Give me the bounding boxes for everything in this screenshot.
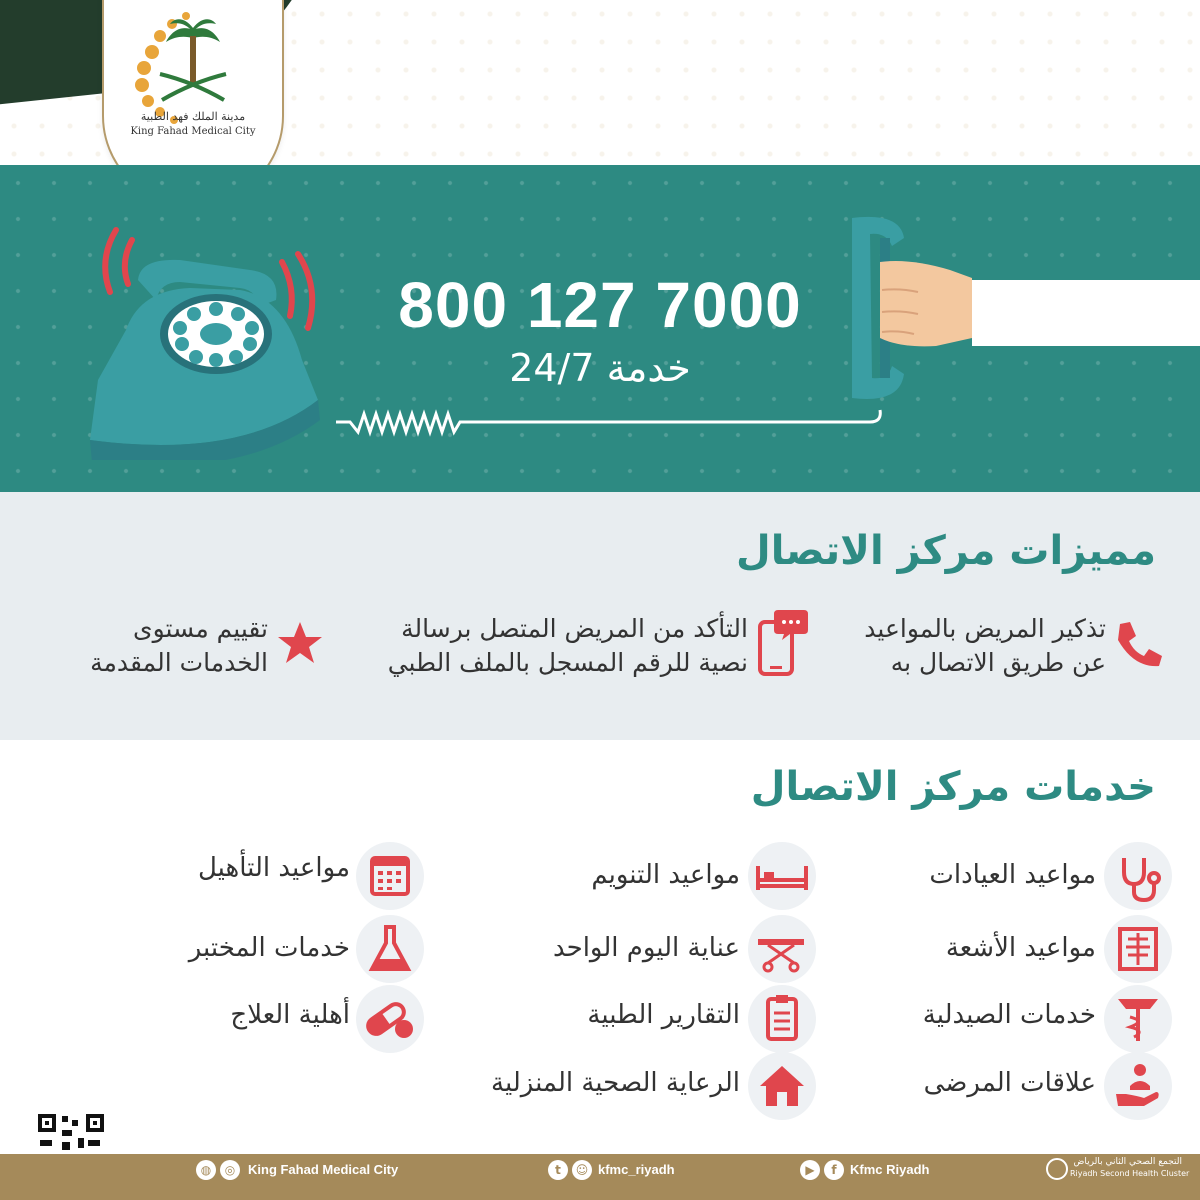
calendar-icon — [356, 842, 424, 910]
service-laboratory: خدمات المختبر — [188, 933, 350, 963]
instagram-icon[interactable]: ◎ — [220, 1160, 240, 1180]
home-icon-circle — [748, 1052, 816, 1120]
service-rehabilitation: مواعيد التأهيل — [197, 853, 350, 883]
service-patient-relations: علاقات المرضى — [923, 1068, 1096, 1098]
hand-holding-receiver-icon — [840, 208, 980, 408]
service-hours: خدمة 24/7 — [509, 346, 691, 390]
rotary-telephone-icon — [80, 210, 340, 460]
pharmacy-icon — [1104, 985, 1172, 1053]
service-medical-reports: التقارير الطبية — [587, 1000, 740, 1030]
pills-icon — [356, 985, 424, 1053]
cluster-name-en: Riyadh Second Health Cluster — [1070, 1169, 1190, 1178]
phone-icon — [1112, 618, 1164, 670]
service-clinics: مواعيد العيادات — [929, 860, 1096, 890]
footer-twitter-snap-handle[interactable]: kfmc_riyadh — [598, 1162, 675, 1177]
youtube-icon[interactable]: ▶ — [800, 1160, 820, 1180]
feature-reminder-line1: تذكير المريض بالمواعيد — [864, 614, 1106, 643]
feature-reminder — [760, 612, 1106, 680]
logo-name-en: King Fahad Medical City — [130, 126, 256, 137]
mobile-message-icon — [756, 608, 808, 678]
flask-icon-circle — [356, 915, 424, 983]
facebook-icon[interactable]: f — [824, 1160, 844, 1180]
clipboard-icon — [748, 985, 816, 1053]
feature-rating-line2: الخدمات المقدمة — [90, 648, 268, 677]
xray-icon-circle — [1104, 915, 1172, 983]
patient-care-icon-circle — [1104, 1052, 1172, 1120]
pharmacy-icon-circle — [1104, 985, 1172, 1053]
stethoscope-icon-circle — [1104, 842, 1172, 910]
clipboard-icon-circle — [748, 985, 816, 1053]
service-day-care: عناية اليوم الواحد — [552, 933, 740, 963]
footer-bar — [0, 1154, 1200, 1200]
home-icon — [748, 1052, 816, 1120]
cluster-name — [1070, 1156, 1200, 1180]
shirt-sleeve — [972, 280, 1200, 346]
pills-icon-circle — [356, 985, 424, 1053]
service-home-care: الرعاية الصحية المنزلية — [491, 1068, 740, 1098]
twitter-icon[interactable]: t — [548, 1160, 568, 1180]
stethoscope-icon — [1104, 842, 1172, 910]
footer-youtube-fb-handle[interactable]: Kfmc Riyadh — [850, 1162, 930, 1177]
features-title: مميزات مركز الاتصال — [736, 528, 1156, 574]
feature-verification — [320, 612, 748, 680]
patient-care-icon — [1104, 1052, 1172, 1120]
xray-icon — [1104, 915, 1172, 983]
cluster-name-ar: التجمع الصحي الثاني بالرياض — [1073, 1157, 1182, 1167]
feature-verification-line1: التأكد من المريض المتصل برسالة — [401, 614, 748, 643]
service-pharmacy: خدمات الصيدلية — [922, 1000, 1096, 1030]
bed-icon — [748, 842, 816, 910]
feature-reminder-line2: عن طريق الاتصال به — [890, 648, 1106, 677]
service-treatment-eligibility: أهلية العلاج — [230, 1000, 350, 1030]
star-icon — [276, 620, 324, 666]
stretcher-icon — [748, 915, 816, 983]
call-center-number[interactable]: 800 127 7000 — [398, 269, 802, 341]
globe-icon[interactable]: ◍ — [196, 1160, 216, 1180]
services-title: خدمات مركز الاتصال — [750, 764, 1156, 810]
snapchat-icon[interactable]: ☺ — [572, 1160, 592, 1180]
feature-verification-line2: نصية للرقم المسجل بالملف الطبي — [387, 648, 748, 677]
flask-icon — [356, 915, 424, 983]
service-radiology: مواعيد الأشعة — [945, 933, 1096, 963]
stretcher-icon-circle — [748, 915, 816, 983]
footer-website[interactable]: King Fahad Medical City — [248, 1162, 399, 1177]
calendar-icon-circle — [356, 842, 424, 910]
cluster-logo-icon — [1046, 1158, 1068, 1180]
feature-rating — [40, 612, 268, 680]
logo-name-ar: مدينة الملك فهد الطبية — [140, 110, 246, 123]
feature-rating-line1: تقييم مستوى — [133, 614, 268, 643]
phone-cord-icon — [330, 400, 900, 445]
bed-icon-circle — [748, 842, 816, 910]
service-admission: مواعيد التنويم — [591, 860, 740, 890]
